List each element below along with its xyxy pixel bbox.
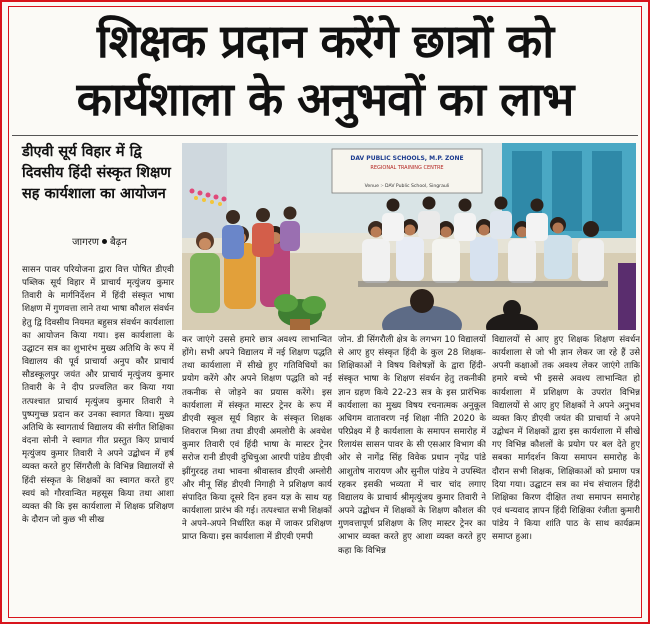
headline-line-2: कार्यशाला के अनुभवों का लाभ bbox=[76, 72, 574, 126]
article-column-3 bbox=[338, 334, 486, 604]
article-column-4 bbox=[492, 334, 640, 604]
article-column-1 bbox=[22, 264, 174, 604]
banner-line-3: Venue :- DAV Public School, Singrauli bbox=[364, 184, 450, 189]
workshop-photo-illustration bbox=[182, 143, 636, 330]
headline-line-1: शिक्षक प्रदान करेंगे छात्रों को bbox=[96, 14, 554, 68]
workshop-photo bbox=[182, 143, 636, 330]
column-1-text: सासन पावर परियोजना द्वारा वित्त पोषित डीएवी पब्लिक सूर्य विहार में प्राचार्य मृत्युंजय कुमार तिवारी के मार्गनिर्देशन में हिंदी संस्कृत भाषा शिक्षण में गुणवत्ता लाने तथा भाषा कौशल संवर्धन हेतु द्वि दिवसीय नियमत बहुसत्र संवर्धन कार्यशाला का आयोजन किया गया। इस कार्यशाला के उद्घाटन सत्र का शुभारंभ मुख्य अतिथि के रूप में विद्यालय की पूर्व प्राचार्या अनुप कौर प्राचार्य सौडस्कूलपुर जयंत और प्राचार्य मृत्युंजय कुमार तिवारी के ने दीप प्रज्वलित कर किया गया तत्पश्चात प्राचार्य मृत्युंजय कुमार तिवारी ने पुष्पगुच्छ प्रदान कर उनका स्वागत किया। मुख्य अतिथि के स्वागतार्थ विद्यालय की संगीत शिक्षिका वंदना सोनी ने स्वागत गीत प्रस्तुत किए प्राचार्य मृत्युंजय कुमार तिवारी ने अपने उद्बोधन में हर्ष व्यक्त करते हुए सिंगरौली के विभिन्न विद्यालयों से हिंदी संस्कृत के शिक्षकों का स्वागत करते हुए स्वयं को गौरवान्वित महसूस किया तथा आशा व्यक्त की कि इस कार्यशाला में शिक्षक प्रशिक्षण के दौरान जो कुछ भी सीख bbox=[22, 265, 174, 525]
byline-place: बैढ़न bbox=[110, 237, 127, 248]
byline-bullet-icon bbox=[102, 239, 107, 244]
subheadline: डीएवी सूर्य विहार में द्वि दिवसीय हिंदी संस्कृत शिक्षण सह कार्यशाला का आयोजन bbox=[22, 144, 171, 202]
byline bbox=[22, 234, 177, 248]
banner-line-2: REGIONAL TRAINING CENTRE bbox=[370, 165, 444, 171]
column-3-text: जोन. डी सिंगरौली क्षेत्र के लगभग 10 विद्यालयों से आए हुए संस्कृत हिंदी के कुल 28 शिक्षक-शिक्षिकाओं ने विषय विशेषज्ञों के द्वारा हिंदी-संस्कृत भाषा के शिक्षण संवर्धन हेतु तकनीकी ज्ञान ग्रहण किये 22-23 सत्र के इस प्रारंभिक कार्यशाला का मुख्य विषय रचनात्मक अनुकूल अधिगम वातावरण नई शिक्षा नीति 2020 के परिप्रेक्ष्य में है कार्यशाला के समापन समारोह में रिलायंस सासन पावर के सी एसआर विभाग की ओर से नागेंद्र सिंह विवेक प्रधान नृपेंद्र पांडे आशुतोष नारायण और सुनील पांडेय ने उपस्थित रहकर इसकी भव्यता में चार चांद लगाए विद्यालय के प्राचार्य श्रीमृत्युंजय कुमार तिवारी ने अपने उद्बोधन में शिक्षकों के शिक्षण कौशल की गुणवत्तापूर्ण प्रशिक्षण के लिए मास्टर ट्रेनर का आभार व्यक्त करते हुए आशा व्यक्त करते हुए कहा कि विभिन्न bbox=[338, 335, 486, 556]
column-4-text: विद्यालयों से आए हुए शिक्षक शिक्षण संवर्धन कार्यशाला से जो भी ज्ञान लेकर जा रहे हैं उसे अपनी कक्षाओं तक अवश्य लेकर जाएंगे ताकि हमारे बच्चे भी इससे अवश्य लाभान्वित हो कार्यशाला में प्रशिक्षण के उपरांत विभिन्न विद्यालयों से आए हुए शिक्षकों ने अपने अनुभव व्यक्त किए डीएवी जयंत की प्राचार्या ने अपने उद्बोधन में शिक्षकों द्वारा इस कार्यशाला में सीखे गए विभिन्न कौशलों के प्रयोग पर बल देते हुए सबका मार्गदर्शन किया समापन समारोह के दौरान सभी शिक्षक, शिक्षिकाओं को प्रमाण पत्र दिया गया। उद्घाटन सत्र का मंच संचालन हिंदी शिक्षिका किरण दीक्षित तथा समापन समारोह एवं धन्यवाद ज्ञापन हिंदी शिक्षिका रंजीता कुमारी पांडेय ने किया शांति पाठ के साथ कार्यक्रम समाप्त हुआ। bbox=[492, 335, 640, 543]
article-column-2 bbox=[182, 334, 332, 604]
banner-line-1: DAV PUBLIC SCHOOLS, M.P. ZONE bbox=[350, 155, 464, 162]
headline-rule bbox=[12, 135, 638, 136]
column-2-text: कर जाएंगे उससे हमारे छात्र अवश्य लाभान्वित होंगे। सभी अपने विद्यालय में नई शिक्षण पद्धति तथा कार्यशाला में सीखे हुए गतिविधियों का प्रयोग करेंगे और अपने शिक्षण पद्धति को नई तकनीक से जोड़ने का प्रयास करेंगे। इस कार्यशाला में संस्कृत मास्टर ट्रेनर के रूप में डीएवी स्कूल सूर्य विहार के संस्कृत शिक्षक शिवराज मिश्रा तथा डीएवी अमलोरी के अवधेश कुमार तिवारी एवं हिंदी भाषा के मास्टर ट्रेनर सरोज रानी डीएवी दुधिचुआ आरपी पांडेय डीएवी झींगुरदह तथा भावना श्रीवास्तव डीएवी अम्लोरी और मीनू सिंह डीएवी निगाही ने प्रशिक्षण कार्य संपादित किया दूसरे दिन हवन यज्ञ के साथ यह कार्यशाला प्रारंभ की गई। तत्पश्चात सभी शिक्षकों ने अपने-अपने निर्धारित कक्ष में जाकर प्रशिक्षण प्राप्त किया। इस कार्यशाला में डीएवी एमपी bbox=[182, 335, 332, 543]
byline-source: जागरण bbox=[72, 237, 100, 248]
